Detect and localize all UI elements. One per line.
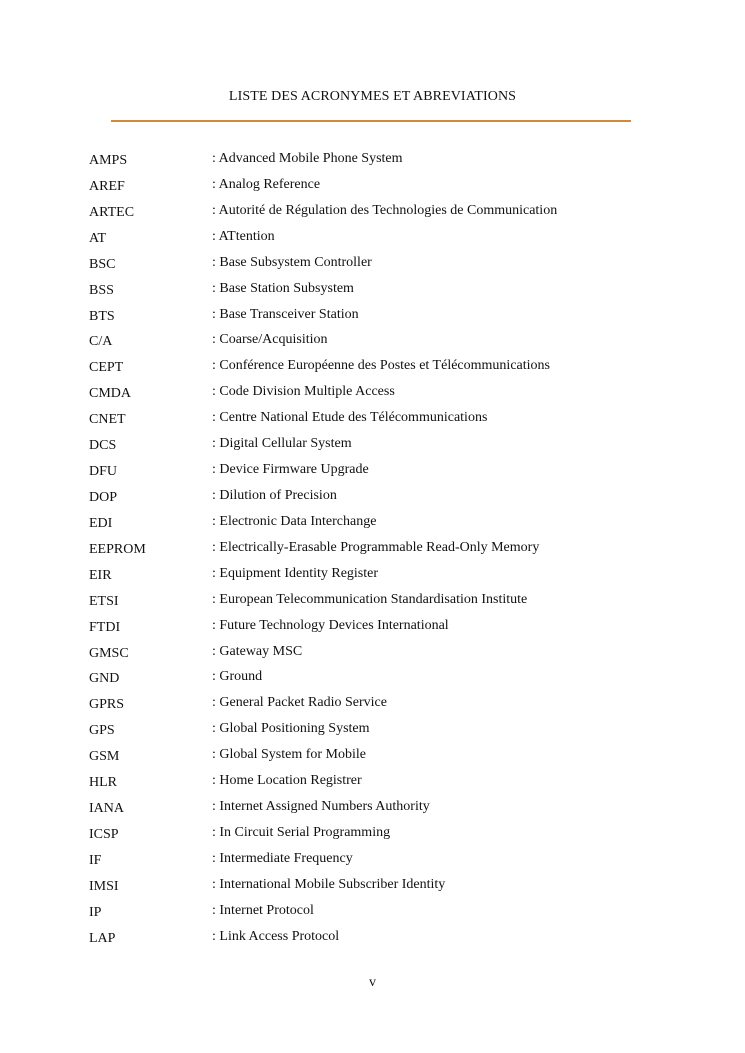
- acronym-term: GMSC: [89, 645, 129, 661]
- title-underline: [111, 120, 631, 122]
- acronym-list: [89, 150, 689, 954]
- acronym-row: [89, 928, 689, 954]
- acronym-term: CEPT: [89, 360, 124, 376]
- acronym-row: [89, 694, 689, 720]
- acronym-row: [89, 798, 689, 824]
- acronym-definition: : Base Subsystem Controller: [212, 254, 372, 270]
- acronym-term: ETSI: [89, 593, 119, 609]
- acronym-row: [89, 331, 689, 357]
- acronym-row: [89, 876, 689, 902]
- acronym-term: CNET: [89, 412, 126, 428]
- acronym-term: DCS: [89, 438, 117, 454]
- acronym-term: BTS: [89, 308, 115, 324]
- acronym-row: [89, 643, 689, 669]
- acronym-definition: : Link Access Protocol: [212, 928, 340, 944]
- page-number: v: [369, 975, 376, 990]
- acronym-definition: : Home Location Registrer: [212, 773, 362, 789]
- acronym-definition: : Internet Protocol: [212, 902, 314, 918]
- acronym-definition: : Internet Assigned Numbers Authority: [212, 799, 430, 815]
- acronym-definition: : Intermediate Frequency: [212, 850, 353, 866]
- acronym-row: [89, 565, 689, 591]
- acronym-term: CMDA: [89, 386, 132, 402]
- acronym-row: [89, 202, 689, 228]
- acronym-term: AT: [89, 230, 107, 246]
- acronym-row: [89, 254, 689, 280]
- acronym-definition: : Centre National Etude des Télécommunications: [212, 410, 488, 426]
- acronym-definition: : In Circuit Serial Programming: [212, 824, 391, 840]
- acronym-row: [89, 176, 689, 202]
- acronym-term: C/A: [89, 334, 113, 350]
- acronym-definition: : Code Division Multiple Access: [212, 384, 395, 400]
- acronym-definition: : Base Station Subsystem: [212, 280, 354, 296]
- acronym-row: [89, 383, 689, 409]
- acronym-term: ICSP: [89, 826, 119, 842]
- acronym-definition: : Dilution of Precision: [212, 487, 337, 503]
- acronym-row: [89, 668, 689, 694]
- acronym-row: [89, 720, 689, 746]
- acronym-definition: : General Packet Radio Service: [212, 695, 387, 711]
- acronym-definition: : Ground: [212, 669, 263, 685]
- acronym-term: GPS: [89, 723, 115, 739]
- acronym-row: [89, 850, 689, 876]
- acronym-row: [89, 228, 689, 254]
- acronym-definition: : International Mobile Subscriber Identity: [212, 876, 446, 892]
- acronym-term: LAP: [89, 930, 116, 946]
- acronym-definition: : Advanced Mobile Phone System: [212, 151, 403, 166]
- acronym-definition: : Global System for Mobile: [212, 747, 366, 763]
- acronym-row: [89, 409, 689, 435]
- acronym-definition: : Digital Cellular System: [212, 436, 352, 452]
- acronym-term: GPRS: [89, 697, 125, 713]
- acronym-term: GND: [89, 671, 120, 687]
- acronym-row: [89, 772, 689, 798]
- acronym-term: BSC: [89, 256, 116, 272]
- acronym-definition: : Device Firmware Upgrade: [212, 462, 369, 478]
- acronym-term: EEPROM: [89, 541, 146, 557]
- acronym-definition: : Autorité de Régulation des Technologies de Communication: [212, 202, 558, 218]
- acronym-term: HLR: [89, 775, 117, 791]
- acronym-term: IF: [89, 852, 102, 868]
- acronym-row: [89, 306, 689, 332]
- acronym-row: [89, 435, 689, 461]
- acronym-definition: : European Telecommunication Standardisation Institute: [212, 591, 528, 607]
- acronym-term: AMPS: [89, 153, 128, 168]
- acronym-term: DOP: [89, 489, 118, 505]
- acronym-definition: : Analog Reference: [212, 176, 321, 192]
- acronym-term: FTDI: [89, 619, 121, 635]
- acronym-term: GSM: [89, 749, 120, 765]
- acronym-term: IANA: [89, 801, 124, 817]
- acronym-term: IP: [89, 904, 102, 920]
- page-title: LISTE DES ACRONYMES ET ABREVIATIONS: [228, 89, 517, 104]
- acronym-definition: : Global Positioning System: [212, 721, 370, 737]
- acronym-definition: : Equipment Identity Register: [212, 565, 379, 581]
- acronym-definition: : Future Technology Devices International: [212, 617, 449, 633]
- acronym-definition: : Electrically-Erasable Programmable Read-Only Memory: [212, 539, 540, 555]
- acronym-row: [89, 461, 689, 487]
- acronym-row: [89, 824, 689, 850]
- acronym-definition: : Gateway MSC: [212, 643, 303, 659]
- acronym-row: [89, 902, 689, 928]
- acronym-row: [89, 357, 689, 383]
- acronym-term: EIR: [89, 567, 112, 583]
- acronym-row: [89, 280, 689, 306]
- acronym-row: [89, 150, 689, 176]
- acronym-row: [89, 513, 689, 539]
- acronym-definition: : ATtention: [212, 228, 275, 244]
- acronym-row: [89, 617, 689, 643]
- acronym-definition: : Coarse/Acquisition: [212, 332, 328, 348]
- acronym-term: ARTEC: [89, 204, 135, 220]
- acronym-term: DFU: [89, 464, 118, 480]
- acronym-row: [89, 746, 689, 772]
- acronym-term: BSS: [89, 282, 114, 298]
- acronym-row: [89, 591, 689, 617]
- acronym-term: IMSI: [89, 878, 119, 894]
- acronym-definition: : Electronic Data Interchange: [212, 513, 377, 529]
- acronym-definition: : Base Transceiver Station: [212, 306, 359, 322]
- acronym-row: [89, 539, 689, 565]
- acronym-row: [89, 487, 689, 513]
- acronym-term: EDI: [89, 515, 113, 531]
- acronym-term: AREF: [89, 178, 125, 194]
- acronym-definition: : Conférence Européenne des Postes et Télécommunications: [212, 358, 550, 374]
